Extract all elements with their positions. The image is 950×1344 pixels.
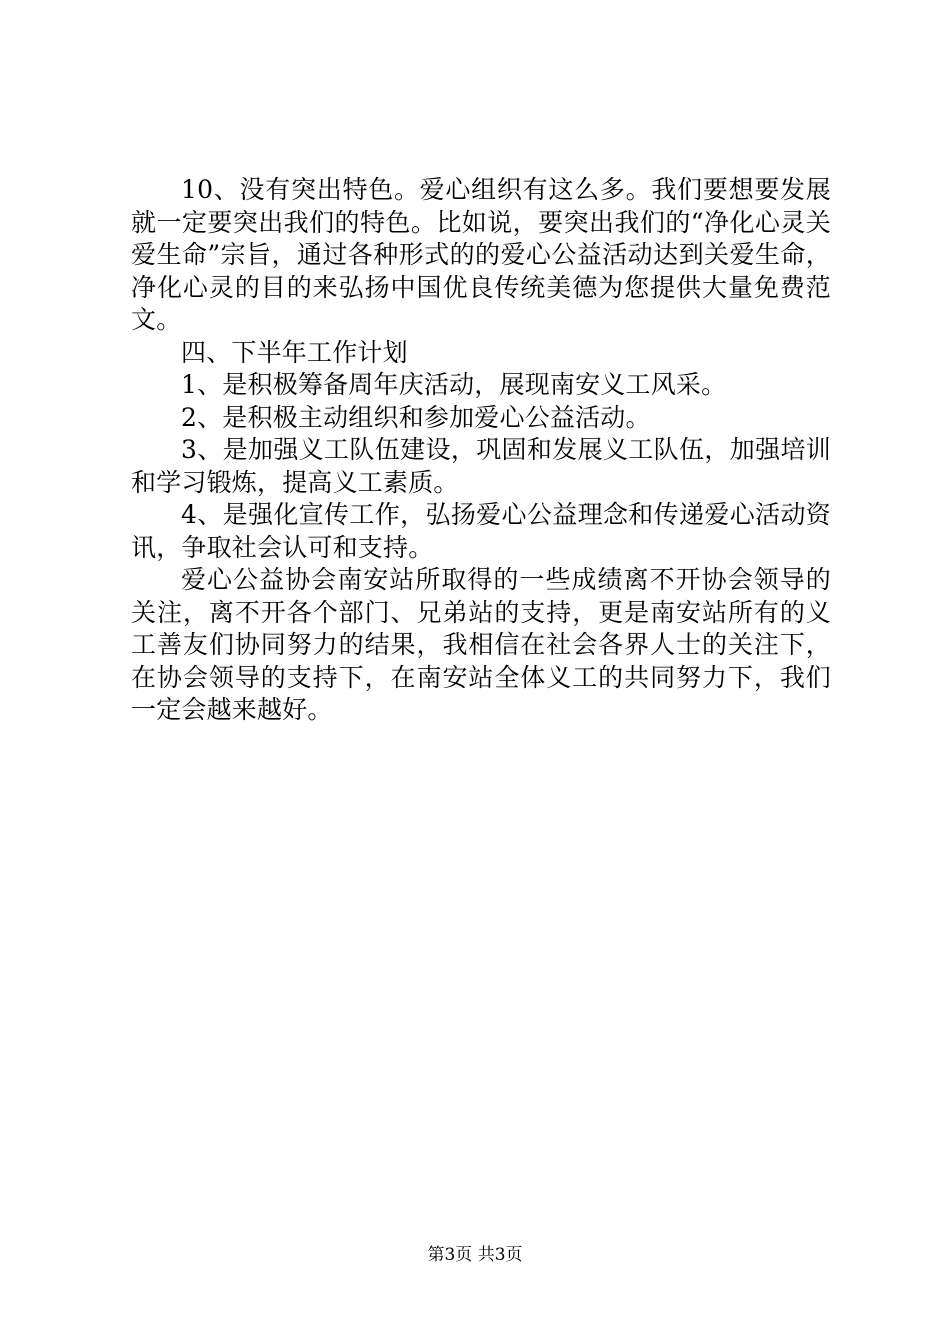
document-body [131,174,831,727]
plan-item-3: 3、是加强义工队伍建设，巩固和发展义工队伍，加强培训和学习锻炼，提高义工素质。 [131,435,831,497]
section-heading-plan: 四、下半年工作计划 [181,337,408,367]
closing-paragraph: 爱心公益协会南安站所取得的一些成绩离不开协会领导的关注，离不开各个部门、兄弟站的支持，更是南安站所有的义工善友们协同努力的结果，我相信在社会各界人士的关注下，在协会领导的支持下，在南安站全体义工的共同努力下，我们一定会越来越好。 [131,565,831,724]
plan-item-1: 1、是积极筹备周年庆活动，展现南安义工风采。 [181,370,727,399]
page-number-footer: 第3页 共3页 [427,1245,523,1265]
paragraph-shortcoming-10: 10、没有突出特色。爱心组织有这么多。我们要想要发展就一定要突出我们的特色。比如说，要突出我们的“净化心灵关爱生命”宗旨，通过各种形式的的爱心公益活动达到关爱生命，净化心灵的目的来弘扬中国优良传统美德为您提供大量免费范文。 [131,175,831,334]
plan-item-2: 2、是积极主动组织和参加爱心公益活动。 [181,402,651,432]
plan-item-4: 4、是强化宣传工作，弘扬爱心公益理念和传递爱心活动资讯，争取社会认可和支持。 [131,500,831,562]
